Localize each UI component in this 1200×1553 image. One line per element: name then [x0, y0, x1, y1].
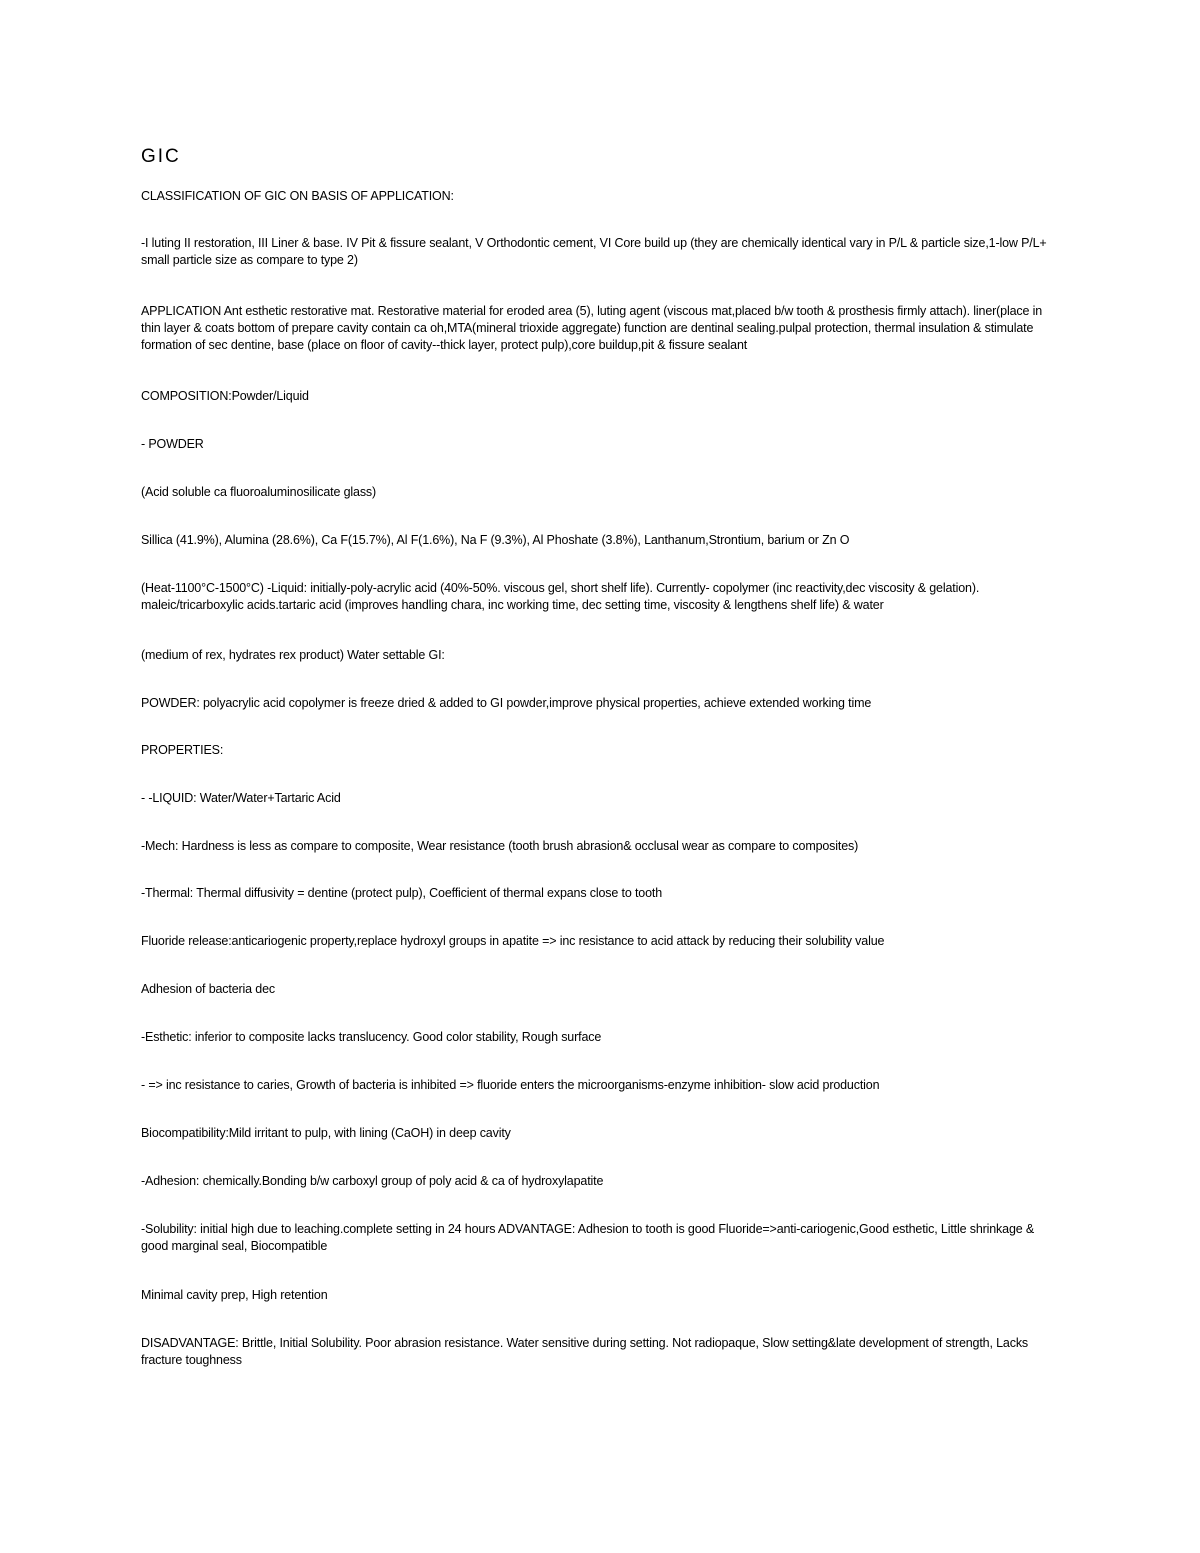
bacteria-item: Adhesion of bacteria dec — [141, 982, 275, 996]
powder-composition: Sillica (41.9%), Alumina (28.6%), Ca F(15.7%), Al F(1.6%), Na F (9.3%), Al Phoshate (3.8%), Lanthanum,Strontium, barium or Zn O — [141, 533, 850, 547]
classification-paragraph: -I luting II restoration, III Liner & base. IV Pit & fissure sealant, V Orthodontic cement, VI Core build up (they are chemically identical vary in P/L & particle size,1-low P/L+ small particle size as compare to type 2) — [141, 236, 1047, 267]
solubility-advantage-paragraph: -Solubility: initial high due to leaching.complete setting in 24 hours ADVANTAGE: Adhesion to tooth is good Fluoride=>anti-cariogenic,Good esthetic, Little shrinkage & good marginal seal, Biocompatible — [141, 1222, 1035, 1253]
disadvantage-paragraph: DISADVANTAGE: Brittle, Initial Solubility. Poor abrasion resistance. Water sensitive during setting. Not radiopaque, Slow setting&late development of strength, Lacks fracture toughness — [141, 1336, 1029, 1367]
water-settable-paragraph: (medium of rex, hydrates rex product) Water settable GI: — [141, 648, 445, 662]
liquid-item: - -LIQUID: Water/Water+Tartaric Acid — [141, 791, 341, 805]
powder-description: (Acid soluble ca fluoroaluminosilicate glass) — [141, 485, 377, 499]
fluoride-item: Fluoride release:anticariogenic property,replace hydroxyl groups in apatite => inc resistance to acid attack by reducing their solubility value — [141, 934, 885, 948]
properties-heading: PROPERTIES: — [141, 743, 224, 757]
document-title: GIC — [141, 146, 181, 167]
powder-copolymer-paragraph: POWDER: polyacrylic acid copolymer is freeze dried & added to GI powder,improve physical properties, achieve extended working time — [141, 696, 872, 710]
esthetic-item: -Esthetic: inferior to composite lacks translucency. Good color stability, Rough surface — [141, 1030, 602, 1044]
classification-heading: CLASSIFICATION OF GIC ON BASIS OF APPLICATION: — [141, 189, 454, 203]
composition-heading: COMPOSITION:Powder/Liquid — [141, 389, 309, 403]
thermal-item: -Thermal: Thermal diffusivity = dentine (protect pulp), Coefficient of thermal expans close to tooth — [141, 886, 663, 900]
mechanical-item: -Mech: Hardness is less as compare to composite, Wear resistance (tooth brush abrasion& occlusal wear as compare to composites) — [141, 839, 859, 853]
retention-item: Minimal cavity prep, High retention — [141, 1288, 328, 1302]
biocompatibility-item: Biocompatibility:Mild irritant to pulp, with lining (CaOH) in deep cavity — [141, 1126, 511, 1140]
application-paragraph: APPLICATION Ant esthetic restorative mat. Restorative material for eroded area (5), luting agent (viscous mat,placed b/w tooth & prosthesis firmly attach). liner(place in thin layer & coats bottom of prepare cavity contain ca oh,MTA(mineral trioxide aggregate) function are dentinal sealing.pulpal protection, thermal insulation & stimulate formation of sec dentine, base (place on floor of cavity--thick layer, protect pulp),core buildup,pit & fissure sealant — [141, 304, 1043, 352]
liquid-paragraph: (Heat-1100°C-1500°C) -Liquid: initially-poly-acrylic acid (40%-50%. viscous gel, short shelf life). Currently- copolymer (inc reactivity,dec viscosity & gelation). maleic/tricarboxylic acids.tartaric acid (improves handling chara, inc working time, dec setting time, viscosity & lengthens shelf life) & water — [141, 581, 980, 612]
powder-heading: - POWDER — [141, 437, 204, 451]
adhesion-item: -Adhesion: chemically.Bonding b/w carboxyl group of poly acid & ca of hydroxylapatite — [141, 1174, 604, 1188]
caries-item: - => inc resistance to caries, Growth of bacteria is inhibited => fluoride enters the microorganisms-enzyme inhibition- slow acid production — [141, 1078, 880, 1092]
